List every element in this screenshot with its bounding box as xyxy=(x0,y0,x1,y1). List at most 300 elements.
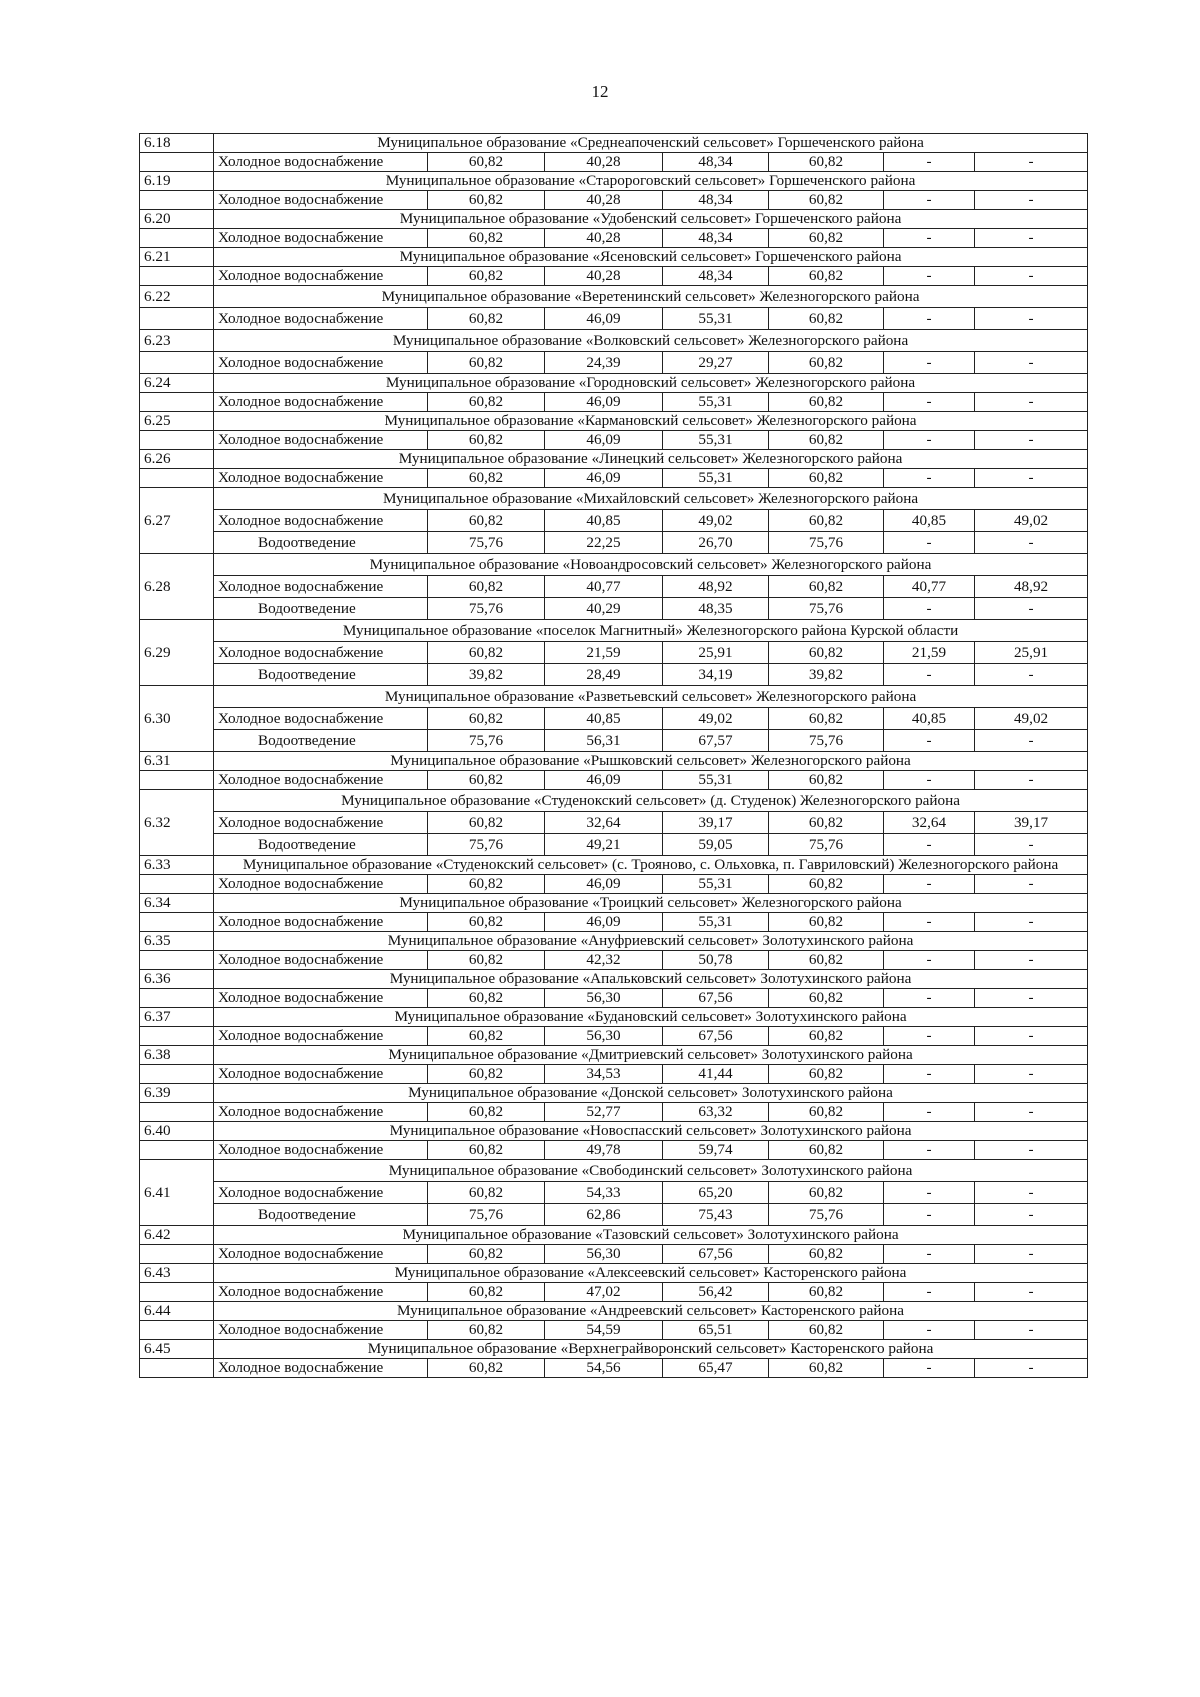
service-label: Холодное водоснабжение xyxy=(214,308,428,330)
tariff-value: 60,82 xyxy=(428,1245,545,1264)
tariff-row xyxy=(140,431,1088,450)
tariff-value: 60,82 xyxy=(769,191,884,210)
tariff-value: 60,82 xyxy=(428,1283,545,1302)
tariff-row xyxy=(140,834,1088,856)
service-label: Холодное водоснабжение xyxy=(214,1027,428,1046)
tariff-value: 26,70 xyxy=(663,532,769,554)
tariff-value: - xyxy=(884,153,975,172)
tariff-row xyxy=(140,1027,1088,1046)
tariff-value: 40,85 xyxy=(884,708,975,730)
tariff-value: 25,91 xyxy=(663,642,769,664)
tariff-row xyxy=(140,1245,1088,1264)
tariff-value: - xyxy=(884,1065,975,1084)
tariff-value: 65,51 xyxy=(663,1321,769,1340)
tariff-value: - xyxy=(884,1321,975,1340)
tariff-table xyxy=(139,133,1088,1378)
service-label: Водоотведение xyxy=(214,664,428,686)
tariff-value: 49,02 xyxy=(663,510,769,532)
tariff-value: 34,19 xyxy=(663,664,769,686)
service-label: Холодное водоснабжение xyxy=(214,229,428,248)
service-label: Холодное водоснабжение xyxy=(214,576,428,598)
tariff-value: - xyxy=(884,393,975,412)
section-title-row xyxy=(140,1122,1088,1141)
tariff-row xyxy=(140,913,1088,932)
tariff-value: 60,82 xyxy=(428,642,545,664)
empty-number-cell xyxy=(140,267,214,286)
section-number: 6.20 xyxy=(140,210,214,229)
section-title-row xyxy=(140,330,1088,352)
tariff-row xyxy=(140,393,1088,412)
tariff-value: 34,53 xyxy=(545,1065,663,1084)
tariff-value: 60,82 xyxy=(428,812,545,834)
tariff-value: 60,82 xyxy=(428,913,545,932)
tariff-value: 60,82 xyxy=(428,1321,545,1340)
tariff-value: 21,59 xyxy=(884,642,975,664)
section-number: 6.23 xyxy=(140,330,214,352)
empty-number-cell xyxy=(140,229,214,248)
tariff-value: - xyxy=(884,1141,975,1160)
section-number: 6.18 xyxy=(140,134,214,153)
tariff-value: 25,91 xyxy=(975,642,1088,664)
section-title-row xyxy=(140,210,1088,229)
tariff-value: - xyxy=(975,913,1088,932)
tariff-value: 47,02 xyxy=(545,1283,663,1302)
tariff-row xyxy=(140,1283,1088,1302)
tariff-value: 56,30 xyxy=(545,1245,663,1264)
section-title-row xyxy=(140,970,1088,989)
tariff-value: - xyxy=(884,989,975,1008)
tariff-value: - xyxy=(884,1027,975,1046)
tariff-row xyxy=(140,664,1088,686)
section-number: 6.42 xyxy=(140,1226,214,1245)
tariff-value: 40,77 xyxy=(545,576,663,598)
section-number: 6.21 xyxy=(140,248,214,267)
tariff-value: 40,85 xyxy=(545,708,663,730)
section-title-row xyxy=(140,894,1088,913)
tariff-value: - xyxy=(884,469,975,488)
tariff-value: - xyxy=(975,191,1088,210)
section-title-row xyxy=(140,856,1088,875)
tariff-value: 60,82 xyxy=(769,576,884,598)
tariff-value: 48,34 xyxy=(663,191,769,210)
tariff-value: 50,78 xyxy=(663,951,769,970)
tariff-value: 60,82 xyxy=(428,431,545,450)
tariff-value: 24,39 xyxy=(545,352,663,374)
municipality-title: Муниципальное образование «Дмитриевский сельсовет» Золотухинского района xyxy=(214,1046,1088,1065)
tariff-value: 49,02 xyxy=(975,510,1088,532)
tariff-value: - xyxy=(884,191,975,210)
tariff-value: 60,82 xyxy=(769,875,884,894)
tariff-value: 60,82 xyxy=(769,642,884,664)
section-number: 6.33 xyxy=(140,856,214,875)
section-number: 6.29 xyxy=(140,620,214,686)
tariff-value: - xyxy=(884,875,975,894)
section-number: 6.30 xyxy=(140,686,214,752)
tariff-value: 60,82 xyxy=(769,1321,884,1340)
section-title-row xyxy=(140,752,1088,771)
tariff-row xyxy=(140,951,1088,970)
municipality-title: Муниципальное образование «Новоспасский сельсовет» Золотухинского района xyxy=(214,1122,1088,1141)
tariff-value: - xyxy=(884,1283,975,1302)
tariff-value: 60,82 xyxy=(428,1141,545,1160)
empty-number-cell xyxy=(140,469,214,488)
section-title-row xyxy=(140,412,1088,431)
municipality-title: Муниципальное образование «Ясеновский сельсовет» Горшеченского района xyxy=(214,248,1088,267)
tariff-value: 67,56 xyxy=(663,1245,769,1264)
service-label: Холодное водоснабжение xyxy=(214,352,428,374)
section-number: 6.19 xyxy=(140,172,214,191)
section-title-row xyxy=(140,1226,1088,1245)
tariff-row xyxy=(140,308,1088,330)
tariff-value: - xyxy=(975,1321,1088,1340)
tariff-value: 60,82 xyxy=(428,989,545,1008)
tariff-value: 59,05 xyxy=(663,834,769,856)
tariff-value: 40,77 xyxy=(884,576,975,598)
tariff-value: 49,21 xyxy=(545,834,663,856)
tariff-row xyxy=(140,510,1088,532)
tariff-value: 54,33 xyxy=(545,1182,663,1204)
tariff-value: 60,82 xyxy=(769,431,884,450)
municipality-title: Муниципальное образование «Верхнеграйворонский сельсовет» Касторенского района xyxy=(214,1340,1088,1359)
tariff-value: - xyxy=(975,267,1088,286)
tariff-value: 60,82 xyxy=(769,510,884,532)
tariff-value: 41,44 xyxy=(663,1065,769,1084)
tariff-value: 22,25 xyxy=(545,532,663,554)
service-label: Холодное водоснабжение xyxy=(214,1065,428,1084)
section-title-row xyxy=(140,286,1088,308)
tariff-value: 60,82 xyxy=(769,1141,884,1160)
section-number: 6.32 xyxy=(140,790,214,856)
tariff-value: 55,31 xyxy=(663,875,769,894)
tariff-row xyxy=(140,1141,1088,1160)
service-label: Холодное водоснабжение xyxy=(214,153,428,172)
section-title-row xyxy=(140,488,1088,510)
tariff-value: 60,82 xyxy=(428,1027,545,1046)
table-body xyxy=(140,134,1088,1378)
empty-number-cell xyxy=(140,1359,214,1378)
tariff-value: 60,82 xyxy=(769,989,884,1008)
tariff-value: 60,82 xyxy=(769,812,884,834)
section-number: 6.28 xyxy=(140,554,214,620)
tariff-value: 60,82 xyxy=(428,393,545,412)
tariff-row xyxy=(140,229,1088,248)
tariff-value: - xyxy=(884,951,975,970)
municipality-title: Муниципальное образование «Волковский сельсовет» Железногорского района xyxy=(214,330,1088,352)
tariff-value: - xyxy=(975,393,1088,412)
tariff-value: 56,30 xyxy=(545,1027,663,1046)
municipality-title: Муниципальное образование «Будановский сельсовет» Золотухинского района xyxy=(214,1008,1088,1027)
service-label: Водоотведение xyxy=(214,834,428,856)
tariff-value: 60,82 xyxy=(769,153,884,172)
tariff-value: - xyxy=(884,1103,975,1122)
empty-number-cell xyxy=(140,1321,214,1340)
tariff-row xyxy=(140,532,1088,554)
municipality-title: Муниципальное образование «Рышковский сельсовет» Железногорского района xyxy=(214,752,1088,771)
tariff-value: - xyxy=(975,431,1088,450)
service-label: Холодное водоснабжение xyxy=(214,1182,428,1204)
tariff-value: 60,82 xyxy=(428,229,545,248)
tariff-value: - xyxy=(975,1182,1088,1204)
tariff-value: - xyxy=(884,1204,975,1226)
tariff-value: 48,34 xyxy=(663,229,769,248)
tariff-value: - xyxy=(884,1359,975,1378)
service-label: Холодное водоснабжение xyxy=(214,812,428,834)
tariff-value: - xyxy=(975,730,1088,752)
service-label: Водоотведение xyxy=(214,598,428,620)
empty-number-cell xyxy=(140,771,214,790)
tariff-value: 75,76 xyxy=(769,598,884,620)
municipality-title: Муниципальное образование «поселок Магнитный» Железногорского района Курской области xyxy=(214,620,1088,642)
tariff-value: - xyxy=(884,598,975,620)
tariff-value: 48,92 xyxy=(975,576,1088,598)
tariff-value: - xyxy=(975,229,1088,248)
municipality-title: Муниципальное образование «Апальковский сельсовет» Золотухинского района xyxy=(214,970,1088,989)
tariff-value: 60,82 xyxy=(428,469,545,488)
empty-number-cell xyxy=(140,951,214,970)
tariff-value: - xyxy=(975,771,1088,790)
tariff-row xyxy=(140,989,1088,1008)
service-label: Холодное водоснабжение xyxy=(214,1283,428,1302)
empty-number-cell xyxy=(140,989,214,1008)
municipality-title: Муниципальное образование «Донской сельсовет» Золотухинского района xyxy=(214,1084,1088,1103)
section-title-row xyxy=(140,554,1088,576)
tariff-value: 60,82 xyxy=(769,352,884,374)
municipality-title: Муниципальное образование «Троицкий сельсовет» Железногорского района xyxy=(214,894,1088,913)
empty-number-cell xyxy=(140,153,214,172)
tariff-row xyxy=(140,1182,1088,1204)
service-label: Холодное водоснабжение xyxy=(214,267,428,286)
municipality-title: Муниципальное образование «Линецкий сельсовет» Железногорского района xyxy=(214,450,1088,469)
tariff-value: 21,59 xyxy=(545,642,663,664)
tariff-value: 46,09 xyxy=(545,875,663,894)
tariff-value: 54,59 xyxy=(545,1321,663,1340)
tariff-row xyxy=(140,730,1088,752)
tariff-value: 42,32 xyxy=(545,951,663,970)
tariff-value: - xyxy=(884,730,975,752)
tariff-value: 29,27 xyxy=(663,352,769,374)
tariff-value: - xyxy=(975,532,1088,554)
tariff-value: - xyxy=(884,664,975,686)
service-label: Холодное водоснабжение xyxy=(214,1141,428,1160)
tariff-value: 75,76 xyxy=(428,1204,545,1226)
tariff-value: 60,82 xyxy=(769,951,884,970)
tariff-value: 60,82 xyxy=(769,229,884,248)
empty-number-cell xyxy=(140,191,214,210)
tariff-value: 60,82 xyxy=(769,913,884,932)
empty-number-cell xyxy=(140,1065,214,1084)
tariff-value: 60,82 xyxy=(428,771,545,790)
tariff-value: 75,76 xyxy=(428,598,545,620)
empty-number-cell xyxy=(140,1141,214,1160)
service-label: Холодное водоснабжение xyxy=(214,393,428,412)
tariff-row xyxy=(140,875,1088,894)
service-label: Холодное водоснабжение xyxy=(214,913,428,932)
section-number: 6.24 xyxy=(140,374,214,393)
tariff-value: 48,34 xyxy=(663,153,769,172)
tariff-value: 75,43 xyxy=(663,1204,769,1226)
tariff-row xyxy=(140,1065,1088,1084)
section-title-row xyxy=(140,1340,1088,1359)
tariff-row xyxy=(140,771,1088,790)
tariff-value: 75,76 xyxy=(769,730,884,752)
empty-number-cell xyxy=(140,352,214,374)
tariff-value: 40,29 xyxy=(545,598,663,620)
service-label: Холодное водоснабжение xyxy=(214,875,428,894)
tariff-value: 32,64 xyxy=(545,812,663,834)
tariff-value: - xyxy=(884,229,975,248)
tariff-value: 75,76 xyxy=(428,834,545,856)
service-label: Холодное водоснабжение xyxy=(214,951,428,970)
tariff-value: 60,82 xyxy=(428,308,545,330)
empty-number-cell xyxy=(140,1027,214,1046)
tariff-row xyxy=(140,1103,1088,1122)
section-number: 6.26 xyxy=(140,450,214,469)
tariff-value: 60,82 xyxy=(428,1065,545,1084)
tariff-value: 46,09 xyxy=(545,431,663,450)
tariff-value: 54,56 xyxy=(545,1359,663,1378)
tariff-value: - xyxy=(884,1182,975,1204)
tariff-value: 60,82 xyxy=(769,1065,884,1084)
service-label: Холодное водоснабжение xyxy=(214,469,428,488)
tariff-value: - xyxy=(975,598,1088,620)
tariff-row xyxy=(140,191,1088,210)
tariff-value: - xyxy=(975,664,1088,686)
tariff-value: 40,85 xyxy=(545,510,663,532)
tariff-row xyxy=(140,1359,1088,1378)
tariff-value: 39,17 xyxy=(975,812,1088,834)
tariff-value: 55,31 xyxy=(663,913,769,932)
tariff-value: - xyxy=(975,469,1088,488)
municipality-title: Муниципальное образование «Студенокский сельсовет» (с. Трояново, с. Ольховка, п. Гавриловский) Железногорского района xyxy=(214,856,1088,875)
tariff-value: 60,82 xyxy=(428,510,545,532)
empty-number-cell xyxy=(140,1283,214,1302)
empty-number-cell xyxy=(140,875,214,894)
municipality-title: Муниципальное образование «Веретенинский сельсовет» Железногорского района xyxy=(214,286,1088,308)
tariff-value: 52,77 xyxy=(545,1103,663,1122)
tariff-value: 55,31 xyxy=(663,431,769,450)
tariff-value: 60,82 xyxy=(769,469,884,488)
service-label: Холодное водоснабжение xyxy=(214,989,428,1008)
tariff-value: - xyxy=(884,913,975,932)
section-number: 6.44 xyxy=(140,1302,214,1321)
tariff-value: - xyxy=(975,951,1088,970)
service-label: Холодное водоснабжение xyxy=(214,1321,428,1340)
tariff-value: 60,82 xyxy=(428,951,545,970)
tariff-value: - xyxy=(884,532,975,554)
section-number: 6.45 xyxy=(140,1340,214,1359)
tariff-value: 60,82 xyxy=(428,1359,545,1378)
empty-number-cell xyxy=(140,308,214,330)
service-label: Холодное водоснабжение xyxy=(214,1359,428,1378)
tariff-value: 55,31 xyxy=(663,469,769,488)
municipality-title: Муниципальное образование «Среднеапоченский сельсовет» Горшеченского района xyxy=(214,134,1088,153)
empty-number-cell xyxy=(140,913,214,932)
service-label: Холодное водоснабжение xyxy=(214,708,428,730)
section-number: 6.38 xyxy=(140,1046,214,1065)
section-number: 6.37 xyxy=(140,1008,214,1027)
municipality-title: Муниципальное образование «Свободинский сельсовет» Золотухинского района xyxy=(214,1160,1088,1182)
section-title-row xyxy=(140,1264,1088,1283)
tariff-value: 60,82 xyxy=(769,267,884,286)
tariff-row xyxy=(140,352,1088,374)
tariff-value: - xyxy=(884,1245,975,1264)
tariff-value: - xyxy=(975,352,1088,374)
tariff-value: 46,09 xyxy=(545,771,663,790)
tariff-value: 48,34 xyxy=(663,267,769,286)
service-label: Холодное водоснабжение xyxy=(214,771,428,790)
tariff-row xyxy=(140,598,1088,620)
tariff-value: 39,82 xyxy=(428,664,545,686)
section-number: 6.39 xyxy=(140,1084,214,1103)
tariff-value: - xyxy=(975,1141,1088,1160)
section-title-row xyxy=(140,686,1088,708)
section-number: 6.43 xyxy=(140,1264,214,1283)
section-title-row xyxy=(140,134,1088,153)
section-number: 6.40 xyxy=(140,1122,214,1141)
tariff-value: - xyxy=(975,1359,1088,1378)
empty-number-cell xyxy=(140,1103,214,1122)
tariff-value: 49,02 xyxy=(975,708,1088,730)
municipality-title: Муниципальное образование «Андреевский сельсовет» Касторенского района xyxy=(214,1302,1088,1321)
tariff-value: 40,28 xyxy=(545,153,663,172)
tariff-value: - xyxy=(975,875,1088,894)
tariff-value: 60,82 xyxy=(428,708,545,730)
tariff-value: 60,82 xyxy=(769,1027,884,1046)
section-number: 6.25 xyxy=(140,412,214,431)
tariff-value: 55,31 xyxy=(663,393,769,412)
tariff-value: 60,82 xyxy=(769,1245,884,1264)
section-title-row xyxy=(140,248,1088,267)
tariff-value: 28,49 xyxy=(545,664,663,686)
tariff-row xyxy=(140,576,1088,598)
empty-number-cell xyxy=(140,393,214,412)
tariff-value: 60,82 xyxy=(769,1182,884,1204)
tariff-value: - xyxy=(975,989,1088,1008)
tariff-value: 60,82 xyxy=(428,1182,545,1204)
section-title-row xyxy=(140,1046,1088,1065)
tariff-value: - xyxy=(884,431,975,450)
tariff-row xyxy=(140,267,1088,286)
service-label: Водоотведение xyxy=(214,730,428,752)
municipality-title: Муниципальное образование «Михайловский сельсовет» Железногорского района xyxy=(214,488,1088,510)
tariff-value: - xyxy=(884,352,975,374)
tariff-value: 65,20 xyxy=(663,1182,769,1204)
tariff-value: 39,82 xyxy=(769,664,884,686)
tariff-value: 60,82 xyxy=(769,1283,884,1302)
tariff-value: 49,78 xyxy=(545,1141,663,1160)
section-title-row xyxy=(140,790,1088,812)
tariff-value: 56,30 xyxy=(545,989,663,1008)
tariff-value: - xyxy=(884,834,975,856)
municipality-title: Муниципальное образование «Новоандросовский сельсовет» Железногорского района xyxy=(214,554,1088,576)
municipality-title: Муниципальное образование «Кармановский сельсовет» Железногорского района xyxy=(214,412,1088,431)
tariff-value: 60,82 xyxy=(428,352,545,374)
tariff-value: 48,92 xyxy=(663,576,769,598)
tariff-row xyxy=(140,1321,1088,1340)
tariff-value: 60,82 xyxy=(769,708,884,730)
tariff-value: 39,17 xyxy=(663,812,769,834)
tariff-value: 46,09 xyxy=(545,308,663,330)
tariff-value: 60,82 xyxy=(769,1103,884,1122)
tariff-value: 75,76 xyxy=(769,1204,884,1226)
tariff-value: 55,31 xyxy=(663,308,769,330)
tariff-value: - xyxy=(884,267,975,286)
tariff-value: - xyxy=(975,1103,1088,1122)
service-label: Водоотведение xyxy=(214,532,428,554)
section-title-row xyxy=(140,932,1088,951)
tariff-value: 75,76 xyxy=(428,730,545,752)
empty-number-cell xyxy=(140,431,214,450)
